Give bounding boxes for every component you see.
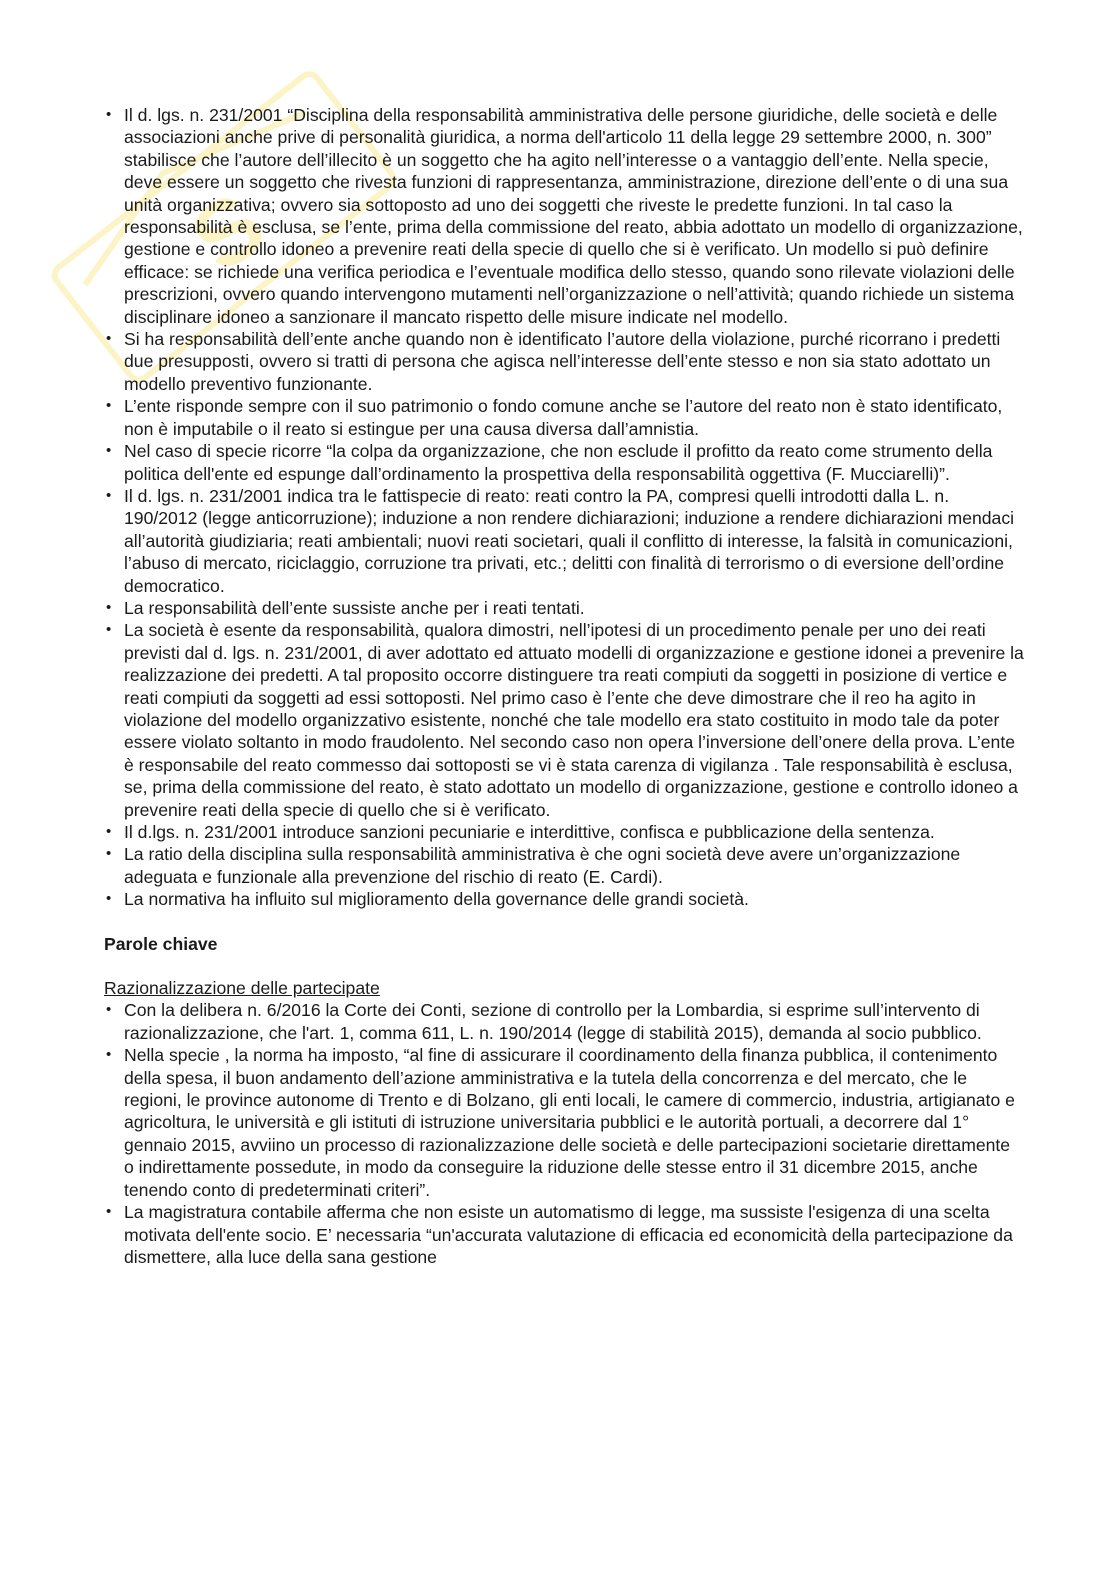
list-item: • Il d. lgs. n. 231/2001 “Disciplina della responsabilità amministrativa delle persone giuridiche, delle società e delle associazioni anche prive di personalità giuridica, a norma dell'articolo 11 della legge 29 settembre 2000, n. 300” stabilisce che l’autore dell’illecito è un soggetto che ha agito nell’interesse o a vantaggio dell’ente. Nella specie, deve essere un soggetto che rivesta funzioni di rappresentanza, amministrazione, direzione dell’ente o di una sua unità organizzativa; ovvero sia sottoposto ad uno dei soggetti che riveste le predette funzioni. In tal caso la responsabilità è esclusa, se l’ente, prima della commissione del reato, abbia adottato un modello di organizzazione, gestione e controllo idoneo a prevenire reati della specie di quello che si è verificato. Un modello si può definire efficace: se richiede una verifica periodica e l’eventuale modifica dello stesso, quando sono rilevate violazioni delle prescrizioni, ovvero quando intervengono mutamenti nell’organizzazione o nell’attività; quando richiede un sistema disciplinare idoneo a sanzionare il mancato rispetto delle misure indicate nel modello. [104, 104, 1024, 328]
document-body [104, 104, 1024, 1268]
list-item: • La magistratura contabile afferma che non esiste un automatismo di legge, ma sussiste l'esigenza di una scelta motivata dell'ente socio. E’ necessaria “un'accurata valutazione di efficacia ed economicità della partecipazione da dismettere, alla luce della sana gestione [104, 1201, 1024, 1268]
svg-text:S: S [172, 173, 284, 292]
keywords-heading: Parole chiave [104, 933, 218, 954]
section-2-list [104, 999, 1024, 1268]
list-item: • La responsabilità dell’ente sussiste anche per i reati tentati. [104, 597, 1024, 619]
list-item: • La ratio della disciplina sulla responsabilità amministrativa è che ogni società deve avere un’organizzazione adeguata e funzionale alla prevenzione del rischio di reato (E. Cardi). [104, 843, 1024, 888]
list-item: • La normativa ha influito sul miglioramento della governance delle grandi società. [104, 888, 1024, 910]
section-2-title: Razionalizzazione delle partecipate [104, 978, 380, 999]
list-item: • Il d.lgs. n. 231/2001 introduce sanzioni pecuniarie e interdittive, confisca e pubblicazione della sentenza. [104, 821, 1024, 843]
list-item: • Con la delibera n. 6/2016 la Corte dei Conti, sezione di controllo per la Lombardia, si esprime sull’intervento di razionalizzazione, che l'art. 1, comma 611, L. n. 190/2014 (legge di stabilità 2015), demanda al socio pubblico. [104, 999, 1024, 1044]
list-item: • Si ha responsabilità dell’ente anche quando non è identificato l’autore della violazione, purché ricorrano i predetti due presupposti, ovvero si tratti di persona che agisca nell’interesse dell’ente stesso e non sia stato adottato un modello preventivo funzionante. [104, 328, 1024, 395]
list-item: • Nella specie , la norma ha imposto, “al fine di assicurare il coordinamento della finanza pubblica, il contenimento della spesa, il buon andamento dell’azione amministrativa e la tutela della concorrenza e del mercato, che le regioni, le province autonome di Trento e di Bolzano, gli enti locali, le camere di commercio, industria, artigianato e agricoltura, le università e gli istituti di istruzione universitaria pubblici e le autorità portuali, a decorrere dal 1° gennaio 2015, avviino un processo di razionalizzazione delle società e delle partecipazioni societarie direttamente o indirettamente possedute, in modo da conseguire la riduzione delle stesse entro il 31 dicembre 2015, anche tenendo conto di predeterminati criteri”. [104, 1044, 1024, 1201]
list-item: • Il d. lgs. n. 231/2001 indica tra le fattispecie di reato: reati contro la PA, compresi quelli introdotti dalla L. n. 190/2012 (legge anticorruzione); induzione a non rendere dichiarazioni; induzione a rendere dichiarazioni mendaci all’autorità giudiziaria; reati ambientali; nuovi reati societari, quali il conflitto di interesse, la falsità in comunicazioni, l’abuso di mercato, riciclaggio, corruzione tra privati, etc.; delitti con finalità di terrorismo o di eversione dell’ordine democratico. [104, 485, 1024, 597]
section-1-list [104, 104, 1024, 911]
list-item: • Nel caso di specie ricorre “la colpa da organizzazione, che non esclude il profitto da reato come strumento della politica dell'ente ed espunge dall’ordinamento la prospettiva della responsabilità oggettiva (F. Mucciarelli)”. [104, 440, 1024, 485]
list-item: • L’ente risponde sempre con il suo patrimonio o fondo comune anche se l’autore del reato non è stato identificato, non è imputabile o il reato si estingue per una causa diversa dall’amnistia. [104, 395, 1024, 440]
list-item: • La società è esente da responsabilità, qualora dimostri, nell’ipotesi di un procedimento penale per uno dei reati previsti dal d. lgs. n. 231/2001, di aver adottato ed attuato modelli di organizzazione e gestione idonei a prevenire la realizzazione dei predetti. A tal proposito occorre distinguere tra reati compiuti da soggetti in posizione di vertice e reati compiuti da soggetti ad essi sottoposti. Nel primo caso è l’ente che deve dimostrare che il reo ha agito in violazione del modello organizzativo esistente, nonché che tale modello era stato costituito in modo tale da poter essere violato soltanto in modo fraudolento. Nel secondo caso non opera l’inversione dell’onere della prova. L’ente è responsabile del reato commesso dai sottoposti se vi è stata carenza di vigilanza . Tale responsabilità è esclusa, se, prima della commissione del reato, è stato adottato un modello di organizzazione, gestione e controllo idoneo a prevenire reati della specie di quello che si è verificato. [104, 619, 1024, 821]
